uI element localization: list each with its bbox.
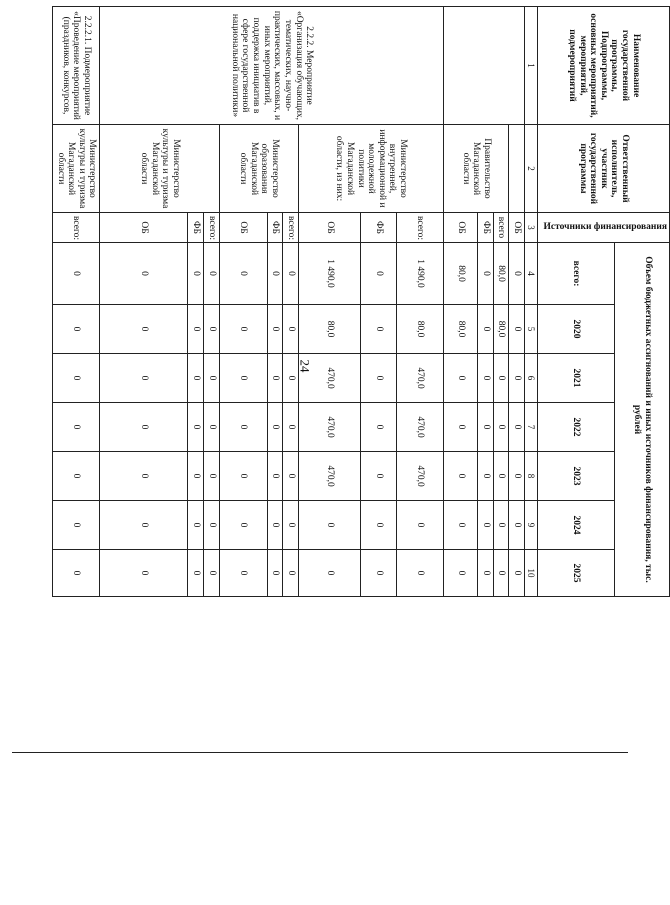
- year-value-cell: 0: [493, 452, 509, 501]
- header-source: [537, 213, 669, 243]
- header-year: 2022: [537, 403, 615, 452]
- year-value-cell: 0: [443, 403, 477, 452]
- funding-source-cell: ОБ: [100, 213, 188, 243]
- year-value-cell: 80,0: [298, 305, 360, 354]
- year-value-cell: 0: [360, 403, 396, 452]
- year-value-cell: 0: [100, 403, 188, 452]
- year-value-cell: 0: [52, 550, 100, 597]
- funding-source-cell: ФБ: [477, 213, 493, 243]
- year-value-cell: 0: [100, 354, 188, 403]
- header-executor: Ответственный исполнитель, участник государственной программы: [537, 125, 669, 213]
- year-value-cell: 0: [477, 354, 493, 403]
- year-value-cell: 0: [509, 452, 525, 501]
- year-value-cell: 0: [100, 452, 188, 501]
- budget-table: [52, 6, 670, 597]
- table-row: [509, 7, 525, 597]
- year-value-cell: 470,0: [298, 452, 360, 501]
- funding-source-cell: ФБ: [267, 213, 283, 243]
- year-value-cell: 0: [219, 403, 267, 452]
- year-value-cell: 0: [188, 403, 204, 452]
- year-value-cell: 0: [477, 403, 493, 452]
- activity-name-cell: [443, 7, 524, 125]
- header-year: 2023: [537, 452, 615, 501]
- year-value-cell: 0: [493, 501, 509, 550]
- year-value-cell: 0: [509, 501, 525, 550]
- header-source-text: Источники финансирования: [543, 222, 667, 233]
- year-value-cell: 0: [493, 354, 509, 403]
- year-value-cell: 0: [52, 403, 100, 452]
- year-value-cell: 0: [509, 550, 525, 597]
- year-value-cell: 0: [443, 501, 477, 550]
- year-value-cell: 0: [267, 452, 283, 501]
- year-value-cell: 0: [283, 550, 299, 597]
- year-value-cell: 0: [52, 452, 100, 501]
- year-value-cell: 0: [477, 550, 493, 597]
- year-value-cell: 0: [298, 550, 360, 597]
- header-year: 2025: [537, 550, 615, 597]
- total-value-cell: 0: [283, 243, 299, 305]
- column-number: 10: [524, 550, 537, 597]
- executor-cell: Министерство культуры и туризма Магаданской области: [52, 125, 100, 213]
- year-value-cell: 0: [298, 501, 360, 550]
- page-number: 24: [297, 359, 313, 373]
- funding-source-cell: ОБ: [443, 213, 477, 243]
- year-value-cell: 0: [477, 501, 493, 550]
- table-row: [52, 7, 100, 597]
- year-value-cell: 0: [267, 354, 283, 403]
- column-number: 5: [524, 305, 537, 354]
- total-value-cell: 0: [204, 243, 220, 305]
- total-value-cell: 0: [219, 243, 267, 305]
- table-row: [396, 7, 443, 597]
- year-value-cell: 0: [188, 550, 204, 597]
- year-value-cell: 0: [477, 305, 493, 354]
- table-body: [52, 7, 524, 597]
- header-year: 2020: [537, 305, 615, 354]
- year-value-cell: 0: [283, 501, 299, 550]
- year-value-cell: 0: [360, 550, 396, 597]
- year-value-cell: 470,0: [396, 452, 443, 501]
- total-value-cell: 0: [52, 243, 100, 305]
- year-value-cell: 0: [188, 501, 204, 550]
- funding-source-cell: всего:: [283, 213, 299, 243]
- year-value-cell: 0: [283, 452, 299, 501]
- funding-source-cell: всего:: [52, 213, 100, 243]
- year-value-cell: 0: [396, 501, 443, 550]
- year-value-cell: 0: [267, 501, 283, 550]
- year-value-cell: 0: [360, 501, 396, 550]
- total-value-cell: 80,0: [493, 243, 509, 305]
- executor-cell: [509, 125, 525, 213]
- year-value-cell: 0: [52, 305, 100, 354]
- funding-source-cell: всего:: [204, 213, 220, 243]
- year-value-cell: 0: [204, 403, 220, 452]
- funding-source-cell: всего:: [396, 213, 443, 243]
- header-name: Наименование государственной программы, Подпрограммы, основных мероприятий, мероприятий, подмероприятий: [537, 7, 669, 125]
- year-value-cell: 0: [204, 452, 220, 501]
- executor-cell: Министерство внутренней, информационной и молодежной политики Магаданской области, из них:: [298, 125, 443, 213]
- year-value-cell: 470,0: [396, 403, 443, 452]
- year-value-cell: 470,0: [396, 354, 443, 403]
- year-value-cell: 0: [283, 305, 299, 354]
- total-value-cell: 1 490,0: [396, 243, 443, 305]
- activity-name-cell: 2.2.2.1. Подмероприятие «Проведение мероприятий (праздников, конкурсов,: [52, 7, 100, 125]
- year-value-cell: 0: [360, 305, 396, 354]
- year-value-cell: 0: [204, 305, 220, 354]
- total-value-cell: 0: [477, 243, 493, 305]
- year-value-cell: 0: [493, 403, 509, 452]
- year-value-cell: 470,0: [298, 354, 360, 403]
- column-number: 7: [524, 403, 537, 452]
- year-value-cell: 0: [477, 452, 493, 501]
- column-number: 2: [524, 125, 537, 213]
- year-value-cell: 0: [100, 501, 188, 550]
- funding-source-cell: ФБ: [188, 213, 204, 243]
- year-value-cell: 0: [188, 354, 204, 403]
- year-value-cell: 0: [509, 403, 525, 452]
- year-value-cell: 470,0: [298, 403, 360, 452]
- year-value-cell: 0: [219, 452, 267, 501]
- activity-name-cell: 2.2.2. Мероприятие «Организация обучающих, тематических, научно-практических, массовых, и иных мероприятий, поддержка инициатив в сфере государственной национальной политики»: [100, 7, 444, 125]
- funding-source-cell: ОБ: [509, 213, 525, 243]
- funding-source-cell: ОБ: [219, 213, 267, 243]
- funding-source-cell: всего: [493, 213, 509, 243]
- year-value-cell: 0: [219, 354, 267, 403]
- year-value-cell: 0: [188, 452, 204, 501]
- year-value-cell: 0: [493, 550, 509, 597]
- column-number: 8: [524, 452, 537, 501]
- total-value-cell: 0: [509, 243, 525, 305]
- column-number: 1: [524, 7, 537, 125]
- year-value-cell: 0: [100, 305, 188, 354]
- column-number: 9: [524, 501, 537, 550]
- funding-source-cell: ФБ: [360, 213, 396, 243]
- year-value-cell: 0: [443, 452, 477, 501]
- column-number: 6: [524, 354, 537, 403]
- total-value-cell: 0: [188, 243, 204, 305]
- year-value-cell: 0: [267, 305, 283, 354]
- executor-cell: Правительство Магаданской области: [443, 125, 508, 213]
- budget-table-sheet: [55, 6, 670, 596]
- header-funding-group: Объем бюджетных ассигнований и иных источников финансирования, тыс. рублей: [615, 243, 670, 597]
- year-value-cell: 0: [443, 550, 477, 597]
- year-value-cell: 0: [360, 354, 396, 403]
- year-value-cell: 0: [100, 550, 188, 597]
- total-value-cell: 0: [100, 243, 188, 305]
- year-value-cell: 0: [396, 550, 443, 597]
- year-value-cell: 0: [188, 305, 204, 354]
- header-total: всего:: [537, 243, 615, 305]
- funding-source-cell: ОБ: [298, 213, 360, 243]
- year-value-cell: 0: [443, 354, 477, 403]
- total-value-cell: 0: [267, 243, 283, 305]
- year-value-cell: 0: [267, 550, 283, 597]
- year-value-cell: 0: [283, 403, 299, 452]
- year-value-cell: 80,0: [493, 305, 509, 354]
- year-value-cell: 0: [509, 305, 525, 354]
- year-value-cell: 0: [267, 403, 283, 452]
- year-value-cell: 0: [219, 501, 267, 550]
- year-value-cell: 0: [52, 354, 100, 403]
- year-value-cell: 0: [204, 354, 220, 403]
- year-value-cell: 80,0: [396, 305, 443, 354]
- total-value-cell: 80,0: [443, 243, 477, 305]
- header-year: 2021: [537, 354, 615, 403]
- year-value-cell: 0: [509, 354, 525, 403]
- year-value-cell: 0: [52, 501, 100, 550]
- year-value-cell: 80,0: [443, 305, 477, 354]
- executor-cell: Министерство культуры и туризма Магаданской области: [100, 125, 219, 213]
- year-value-cell: 0: [204, 501, 220, 550]
- column-number: 3: [524, 213, 537, 243]
- total-value-cell: 1 490,0: [298, 243, 360, 305]
- executor-cell: Министерство образования Магаданской области: [219, 125, 298, 213]
- header-year: 2024: [537, 501, 615, 550]
- year-value-cell: 0: [219, 305, 267, 354]
- year-value-cell: 0: [360, 452, 396, 501]
- total-value-cell: 0: [360, 243, 396, 305]
- page-divider-line: [12, 752, 628, 753]
- year-value-cell: 0: [283, 354, 299, 403]
- year-value-cell: 0: [219, 550, 267, 597]
- year-value-cell: 0: [204, 550, 220, 597]
- column-number: 4: [524, 243, 537, 305]
